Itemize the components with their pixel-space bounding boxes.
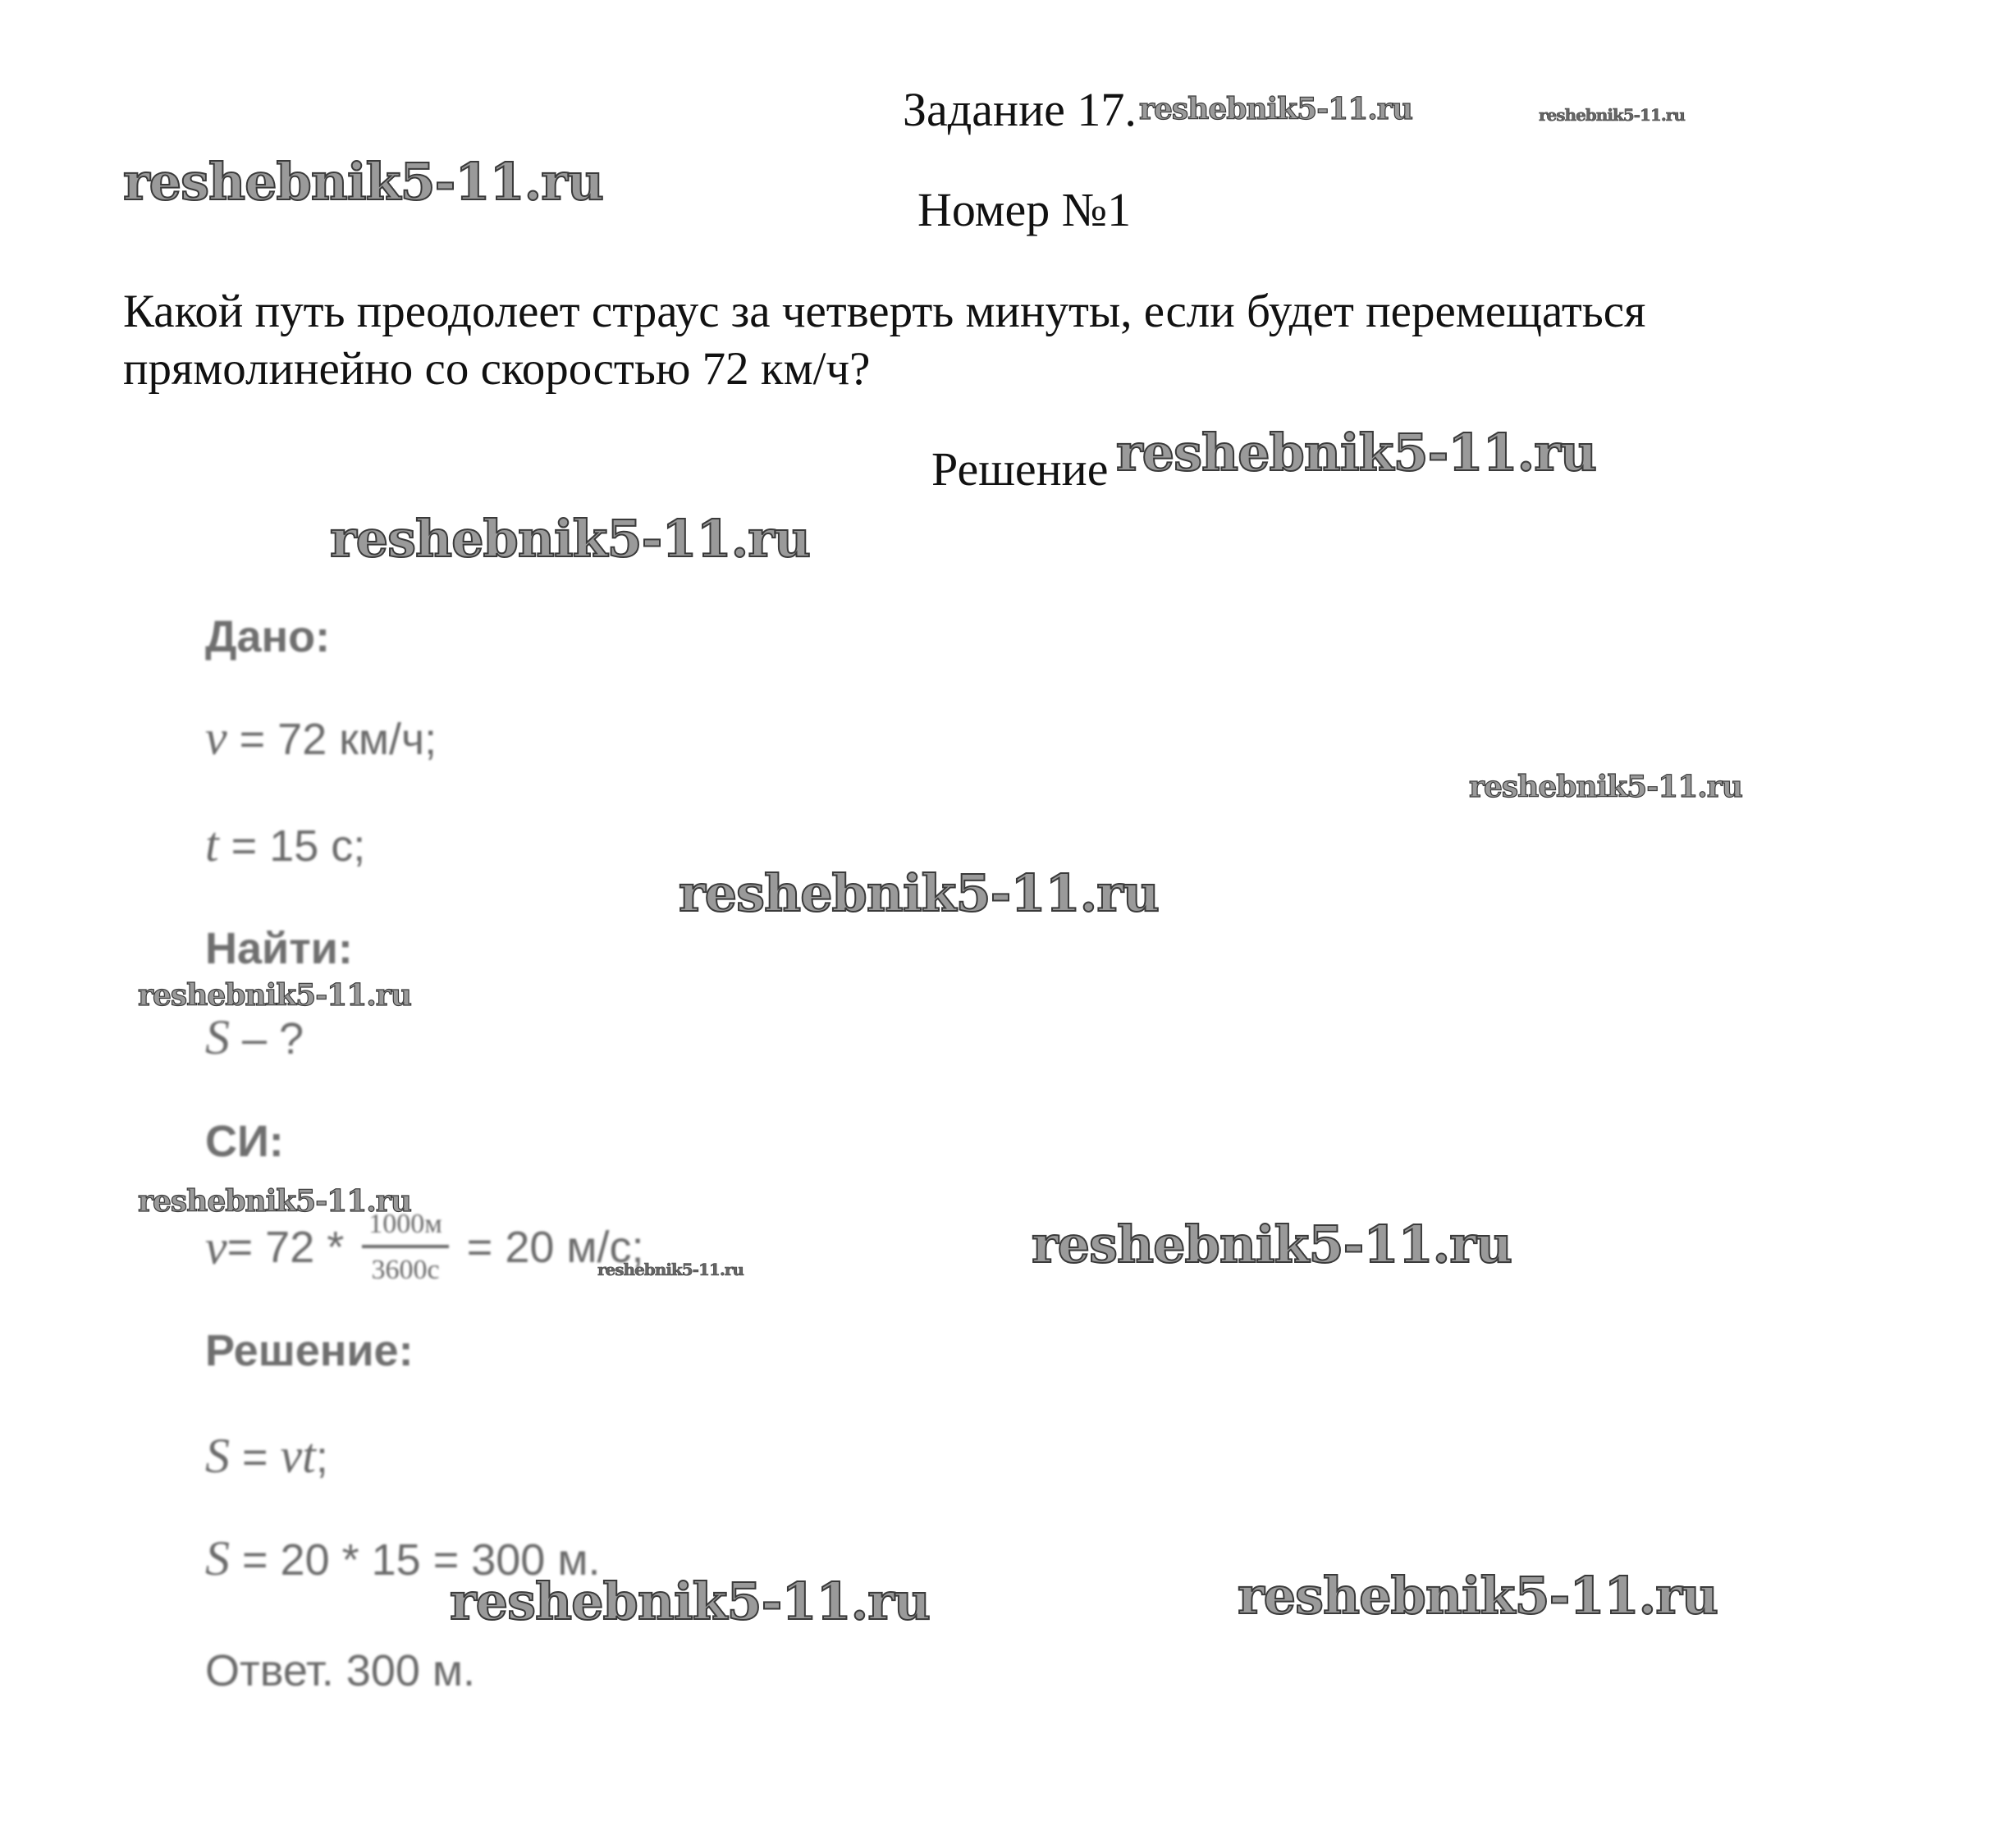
si-prefix: = 72 * <box>226 1223 345 1272</box>
question-line-2: прямолинейно со скоростью 72 км/ч? <box>123 343 871 395</box>
velocity-value: = 72 км/ч; <box>226 715 437 764</box>
si-label: СИ: <box>205 1117 284 1166</box>
watermark: reshebnik5-11.ru <box>1139 92 1412 126</box>
fraction-numerator: 1000м <box>362 1209 449 1248</box>
calc-s: S <box>205 1531 230 1585</box>
answer-line: Ответ. 300 м. <box>205 1646 476 1695</box>
formula-eq: = <box>230 1433 281 1482</box>
question-text <box>123 283 1887 398</box>
formula-line <box>205 1428 328 1484</box>
question-line-1: Какой путь преодолеет страус за четверть минуты, если будет перемещаться <box>123 286 1646 337</box>
watermark: reshebnik5-11.ru <box>450 1571 930 1631</box>
calc-value: = 20 * 15 = 300 м. <box>230 1535 601 1585</box>
watermark: reshebnik5-11.ru <box>1032 1214 1512 1274</box>
watermark: reshebnik5-11.ru <box>138 978 411 1013</box>
given-label: Дано: <box>205 612 331 661</box>
fraction-denominator: 3600с <box>371 1255 440 1285</box>
distance-symbol: S <box>205 1010 230 1064</box>
solution-heading: Решение <box>931 442 1109 496</box>
task-title: Задание 17. <box>903 83 1137 136</box>
formula-s: S <box>205 1429 230 1483</box>
watermark: reshebnik5-11.ru <box>1116 423 1596 483</box>
solution-label: Решение: <box>205 1326 414 1375</box>
number-title: Номер №1 <box>917 183 1132 236</box>
find-distance <box>205 1009 304 1066</box>
velocity-symbol: v <box>205 711 227 765</box>
si-result: = 20 м/с; <box>466 1223 644 1272</box>
watermark: reshebnik5-11.ru <box>123 152 603 212</box>
given-velocity <box>205 710 437 766</box>
formula-rhs: vt <box>280 1429 316 1483</box>
distance-unknown: – ? <box>230 1014 304 1064</box>
time-value: = 15 с; <box>218 821 366 871</box>
watermark: reshebnik5-11.ru <box>1469 770 1742 804</box>
watermark: reshebnik5-11.ru <box>1238 1566 1718 1626</box>
watermark: reshebnik5-11.ru <box>330 509 810 569</box>
watermark: reshebnik5-11.ru <box>597 1260 744 1279</box>
watermark: reshebnik5-11.ru <box>1539 105 1685 125</box>
find-label: Найти: <box>205 924 353 973</box>
watermark: reshebnik5-11.ru <box>138 1184 411 1219</box>
time-symbol: t <box>205 817 219 871</box>
si-velocity-symbol: v <box>205 1219 227 1274</box>
formula-end: ; <box>315 1433 328 1482</box>
given-time <box>205 817 365 873</box>
conversion-fraction <box>362 1209 449 1286</box>
watermark: reshebnik5-11.ru <box>679 863 1159 923</box>
